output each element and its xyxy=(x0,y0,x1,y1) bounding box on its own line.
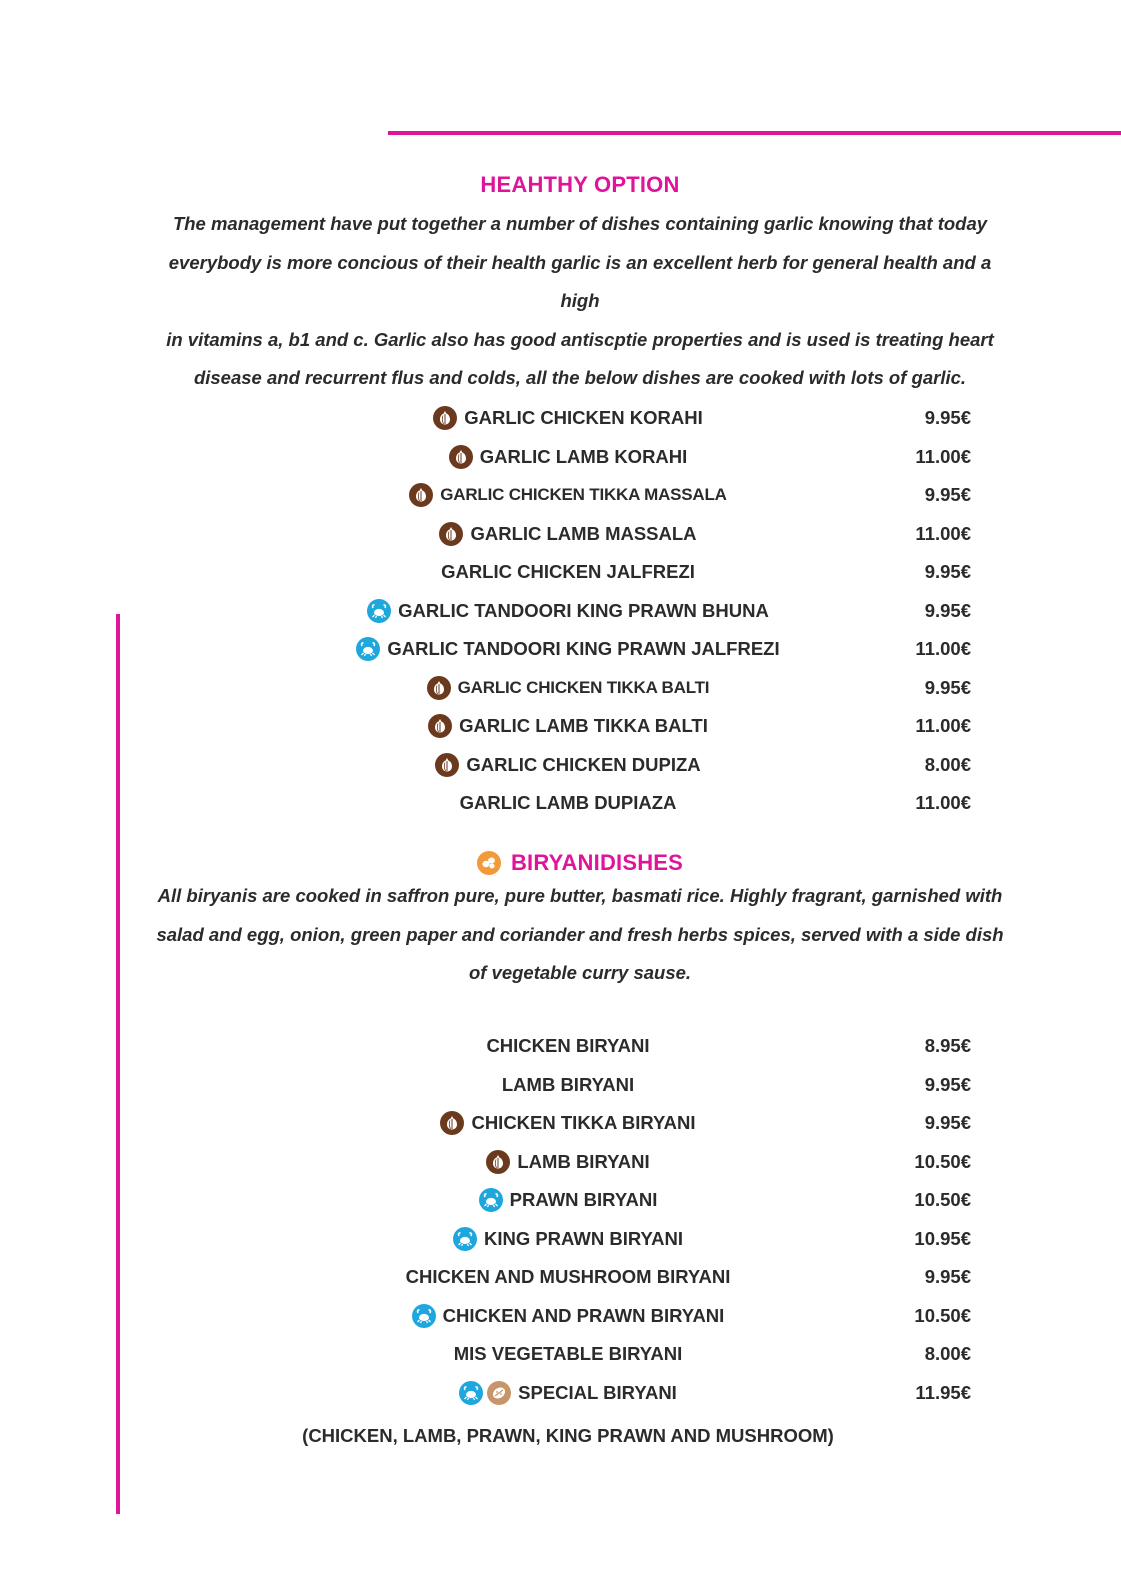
menu-item-name: LAMB BIRYANI xyxy=(501,1073,635,1095)
healthy-description-line: in vitamins a, b1 and c. Garlic also has good antiscptie properties and is used is treating heart xyxy=(166,328,994,350)
special-biryani-footnote: (CHICKEN, LAMB, PRAWN, KING PRAWN AND MUSHROOM) xyxy=(302,1425,834,1446)
menu-item-row xyxy=(0,1378,1121,1408)
menu-item-row xyxy=(0,442,1121,472)
healthy-description-line: disease and recurrent flus and colds, all the below dishes are cooked with lots of garlic. xyxy=(193,367,967,388)
menu-item-price: 9.95€ xyxy=(924,484,971,505)
menu-item-row xyxy=(0,1070,1121,1100)
garlic-icon xyxy=(439,522,463,546)
menu-item-row xyxy=(0,1108,1121,1138)
healthy-description xyxy=(150,205,1010,398)
seafood-icon xyxy=(412,1304,436,1328)
dietary-icons xyxy=(367,599,391,623)
garlic-icon xyxy=(428,714,452,738)
biryani-description-line: All biryanis are cooked in saffron pure, pure butter, basmati rice. Highly fragrant, garnished with xyxy=(157,885,1003,906)
healthy-title-text: HEAHTHY OPTION xyxy=(480,172,680,197)
menu-item-row xyxy=(0,711,1121,741)
menu-item-name: GARLIC CHICKEN TIKKA BALTI xyxy=(457,677,710,697)
menu-item-row xyxy=(0,1339,1121,1369)
healthy-description-line: The management have put together a number of dishes containing garlic knowing that today xyxy=(172,213,988,234)
menu-item-price: 9.95€ xyxy=(924,599,971,621)
menu-item-price: 9.95€ xyxy=(924,1073,971,1095)
menu-item-row xyxy=(0,1262,1121,1292)
dietary-icons xyxy=(440,1111,464,1135)
garlic-icon xyxy=(427,676,451,700)
menu-item-price: 8.00€ xyxy=(924,1343,971,1364)
egg-icon xyxy=(477,851,501,875)
menu-item-row xyxy=(0,673,1121,703)
menu-item-price: 10.50€ xyxy=(914,1150,971,1172)
seafood-icon xyxy=(356,637,380,661)
dietary-icons xyxy=(427,676,451,700)
menu-item-name: CHICKEN BIRYANI xyxy=(486,1035,650,1056)
menu-item-name: GARLIC CHICKEN DUPIZA xyxy=(466,753,701,775)
menu-item-name: KING PRAWN BIRYANI xyxy=(483,1227,684,1249)
biryani-title-text: BIRYANIDISHES xyxy=(510,850,684,875)
seafood-icon xyxy=(453,1227,477,1251)
dietary-icons xyxy=(453,1227,477,1251)
dietary-icons xyxy=(459,1381,511,1405)
garlic-icon xyxy=(409,483,433,507)
menu-item-row xyxy=(0,557,1121,587)
menu-item-name: GARLIC LAMB MASSALA xyxy=(470,522,697,544)
menu-item-name: MIS VEGETABLE BIRYANI xyxy=(453,1343,683,1364)
menu-item-name: CHICKEN AND PRAWN BIRYANI xyxy=(442,1304,725,1326)
menu-item-price: 11.00€ xyxy=(915,792,971,813)
nut-icon xyxy=(487,1381,511,1405)
menu-item-row xyxy=(0,1031,1121,1061)
menu-item-row xyxy=(0,480,1121,510)
menu-item-price: 11.95€ xyxy=(915,1381,971,1403)
dietary-icons xyxy=(356,637,380,661)
menu-item-price: 9.95€ xyxy=(924,676,971,698)
dietary-icons xyxy=(409,483,433,507)
biryani-description xyxy=(150,877,1010,993)
menu-item-price: 11.00€ xyxy=(915,638,971,659)
menu-item-name: GARLIC CHICKEN TIKKA MASSALA xyxy=(440,485,727,504)
menu-item-name: CHICKEN AND MUSHROOM BIRYANI xyxy=(405,1266,731,1287)
menu-item-price: 9.95€ xyxy=(924,1266,971,1287)
menu-item-price: 9.95€ xyxy=(924,561,971,582)
garlic-icon xyxy=(440,1111,464,1135)
dietary-icons xyxy=(449,445,473,469)
seafood-icon xyxy=(459,1381,483,1405)
menu-item-row xyxy=(0,788,1121,818)
menu-item-row xyxy=(0,1185,1121,1215)
dietary-icons xyxy=(479,1188,503,1212)
menu-item-price: 10.95€ xyxy=(914,1227,971,1249)
garlic-icon xyxy=(449,445,473,469)
garlic-icon xyxy=(435,753,459,777)
menu-item-name: CHICKEN TIKKA BIRYANI xyxy=(471,1112,696,1133)
menu-item-name: SPECIAL BIRYANI xyxy=(518,1381,677,1403)
menu-item-row xyxy=(0,596,1121,626)
seafood-icon xyxy=(479,1188,503,1212)
menu-item-name: GARLIC LAMB TIKKA BALTI xyxy=(459,715,708,736)
menu-item-row xyxy=(0,1301,1121,1331)
menu-item-price: 10.50€ xyxy=(914,1304,971,1326)
menu-item-name: GARLIC TANDOORI KING PRAWN BHUNA xyxy=(398,599,769,621)
menu-item-price: 11.00€ xyxy=(915,522,971,544)
menu-item-row xyxy=(0,750,1121,780)
menu-item-row xyxy=(0,403,1121,433)
menu-item-row xyxy=(0,519,1121,549)
healthy-description-line: everybody is more concious of their health garlic is an excellent herb for general health and a high xyxy=(168,251,992,311)
dietary-icons xyxy=(439,522,463,546)
healthy-section-title xyxy=(0,172,1121,198)
menu-item-name: GARLIC CHICKEN KORAHI xyxy=(464,407,703,428)
menu-item-price: 11.00€ xyxy=(915,445,971,467)
menu-item-name: PRAWN BIRYANI xyxy=(509,1189,658,1210)
garlic-icon xyxy=(486,1150,510,1174)
menu-item-price: 10.50€ xyxy=(914,1189,971,1210)
menu-item-row xyxy=(0,634,1121,664)
menu-item-price: 9.95€ xyxy=(924,1112,971,1133)
dietary-icons xyxy=(428,714,452,738)
biryani-description-line: salad and egg, onion, green paper and coriander and fresh herbs spices, served with a side dish xyxy=(156,923,1004,945)
dietary-icons xyxy=(433,406,457,430)
menu-item-name: LAMB BIRYANI xyxy=(517,1150,650,1172)
menu-item-price: 9.95€ xyxy=(924,407,971,428)
menu-item-price: 11.00€ xyxy=(915,715,971,736)
menu-item-price: 8.00€ xyxy=(924,753,971,775)
dietary-icons xyxy=(412,1304,436,1328)
menu-item-row xyxy=(0,1224,1121,1254)
top-accent-rule xyxy=(388,131,1121,135)
menu-item-name: GARLIC TANDOORI KING PRAWN JALFREZI xyxy=(387,638,780,659)
seafood-icon xyxy=(367,599,391,623)
menu-item-row xyxy=(0,1147,1121,1177)
menu-item-price: 8.95€ xyxy=(924,1035,971,1056)
menu-item-name: GARLIC LAMB KORAHI xyxy=(479,445,688,467)
dietary-icons xyxy=(486,1150,510,1174)
dietary-icons xyxy=(435,753,459,777)
menu-item-name: GARLIC LAMB DUPIAZA xyxy=(459,792,677,813)
menu-item-name: GARLIC CHICKEN JALFREZI xyxy=(441,561,695,582)
garlic-icon xyxy=(433,406,457,430)
biryani-description-line: of vegetable curry sause. xyxy=(468,962,692,983)
